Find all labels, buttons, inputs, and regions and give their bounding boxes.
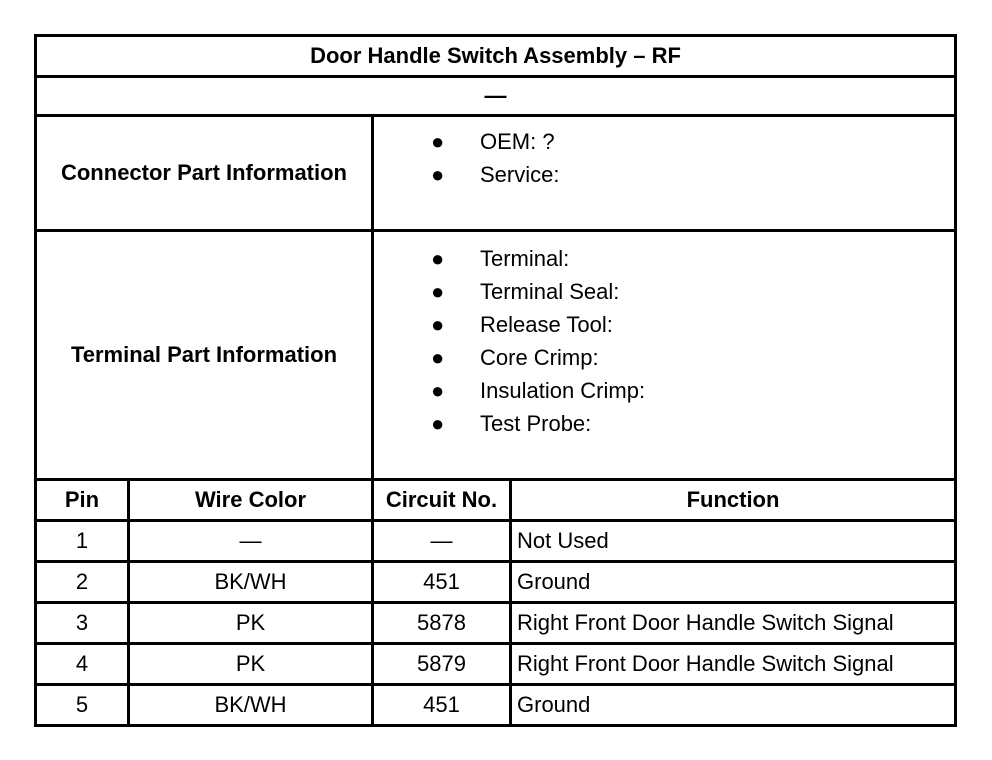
connector-part-list-cell [373,116,956,231]
bullet-icon: ● [431,129,445,154]
column-header-circuit-no: Circuit No. [373,480,511,521]
column-header-wire-color: Wire Color [129,480,373,521]
function-cell: Right Front Door Handle Switch Signal [511,603,956,644]
terminal-part-list-cell [373,231,956,480]
column-header-function: Function [511,480,956,521]
list-item: ● Terminal Seal: [374,275,954,308]
function-cell: Ground [511,562,956,603]
pin-cell: 3 [36,603,129,644]
bullet-icon: ● [431,162,445,187]
circuit-cell: 451 [373,562,511,603]
table-row [36,603,956,644]
table-title: Door Handle Switch Assembly – RF [36,36,956,77]
terminal-part-list [374,232,954,440]
pin-cell: 4 [36,644,129,685]
wire-color-cell: PK [129,644,373,685]
wire-color-cell: — [129,521,373,562]
column-header-pin: Pin [36,480,129,521]
circuit-cell: 5879 [373,644,511,685]
table-row [36,562,956,603]
connector-part-list [374,117,954,191]
wire-color-cell: PK [129,603,373,644]
connector-part-label: Connector Part Information [36,116,373,231]
table-row [36,644,956,685]
wire-color-cell: BK/WH [129,562,373,603]
list-item: ● Core Crimp: [374,341,954,374]
table-row [36,521,956,562]
function-cell: Ground [511,685,956,726]
function-cell: Not Used [511,521,956,562]
list-item: ● Release Tool: [374,308,954,341]
circuit-cell: 451 [373,685,511,726]
pin-cell: 5 [36,685,129,726]
bullet-icon: ● [431,411,445,436]
bullet-icon: ● [431,345,445,370]
circuit-cell: 5878 [373,603,511,644]
list-item: ● OEM: ? [374,125,954,158]
list-item: ● Terminal: [374,242,954,275]
connector-table-frame [34,34,954,736]
table-row [36,685,956,726]
pin-cell: 1 [36,521,129,562]
pin-cell: 2 [36,562,129,603]
bullet-icon: ● [431,279,445,304]
list-item: ● Insulation Crimp: [374,374,954,407]
terminal-part-label: Terminal Part Information [36,231,373,480]
function-cell: Right Front Door Handle Switch Signal [511,644,956,685]
list-item: ● Service: [374,158,954,191]
list-item: ● Test Probe: [374,407,954,440]
bullet-icon: ● [431,246,445,271]
bullet-icon: ● [431,312,445,337]
bullet-icon: ● [431,378,445,403]
wire-color-cell: BK/WH [129,685,373,726]
connector-table [34,34,957,727]
table-subtitle: — [36,77,956,116]
circuit-cell: — [373,521,511,562]
